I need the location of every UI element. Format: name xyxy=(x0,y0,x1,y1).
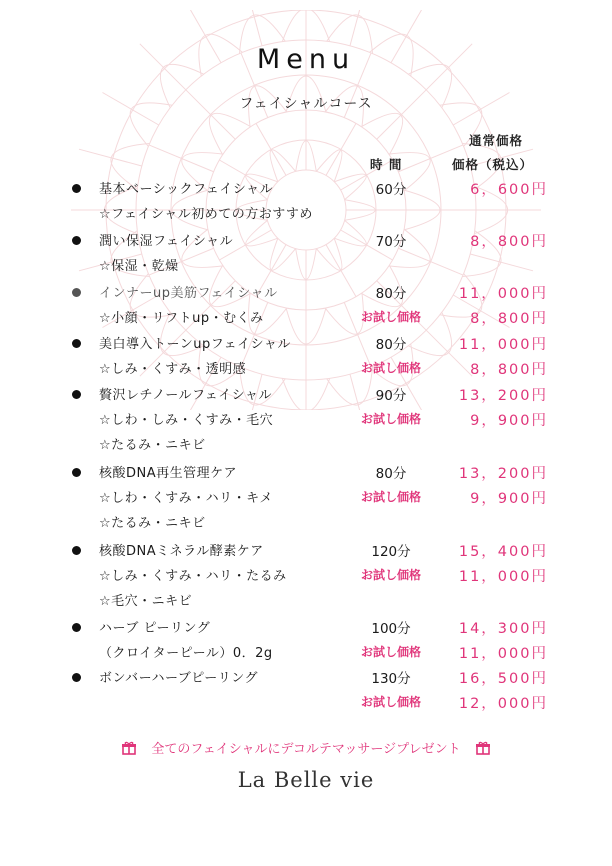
menu-item-detail-row xyxy=(0,434,612,458)
menu-item-description: ☆しわ・しみ・くすみ・毛穴 xyxy=(99,413,274,428)
price-tax-header: 価格（税込） xyxy=(452,157,534,172)
time-header: 時 間 xyxy=(370,157,403,172)
menu-item-detail-row xyxy=(0,692,612,716)
menu-item-name: 基本ベーシックフェイシャル xyxy=(99,182,274,197)
regular-price-header: 通常価格 xyxy=(469,133,524,148)
menu-item-duration: 90分 xyxy=(375,388,407,404)
menu-item xyxy=(0,178,612,202)
menu-item-detail-row xyxy=(0,307,612,331)
footer-note-text: 全てのフェイシャルにデコルテマッサージプレゼント xyxy=(151,742,461,757)
menu-item-price: 13，200円 xyxy=(458,388,548,404)
trial-price-label: お試し価格 xyxy=(360,490,421,504)
menu-item-duration: 80分 xyxy=(375,286,407,302)
menu-item-price: 13，200円 xyxy=(458,466,548,482)
bullet-dot-icon xyxy=(72,468,81,477)
menu-item xyxy=(0,667,612,691)
footer-note xyxy=(0,738,612,757)
menu-item-detail-row xyxy=(0,203,612,227)
menu-item-detail-row xyxy=(0,590,612,614)
bullet-dot-icon xyxy=(72,623,81,632)
trial-price: 11，000円 xyxy=(458,569,548,585)
menu-item-name: 美白導入トーンupフェイシャル xyxy=(99,337,291,352)
trial-price-label: お試し価格 xyxy=(360,412,421,426)
menu-item-price: 11，000円 xyxy=(458,286,548,302)
menu-item-detail-row xyxy=(0,642,612,666)
menu-item-duration: 70分 xyxy=(375,234,407,250)
course-subtitle: フェイシャルコース xyxy=(239,96,373,112)
menu-item-duration: 60分 xyxy=(375,182,407,198)
menu-item-price: 16，500円 xyxy=(458,671,548,687)
menu-item-detail-row xyxy=(0,255,612,279)
menu-item-name: ボンバーハーブピーリング xyxy=(99,671,259,686)
menu-item-detail-row xyxy=(0,409,612,433)
bullet-dot-icon xyxy=(72,546,81,555)
trial-price: 11，000円 xyxy=(458,646,548,662)
trial-price: 8，800円 xyxy=(470,311,548,327)
menu-item-description: ☆小顔・リフトup・むくみ xyxy=(99,311,264,326)
bullet-dot-icon xyxy=(72,673,81,682)
trial-price-label: お試し価格 xyxy=(360,310,421,324)
menu-item-description: ☆フェイシャル初めての方おすすめ xyxy=(99,207,313,222)
brand-logo-text: La Belle vie xyxy=(237,768,375,792)
trial-price-label: お試し価格 xyxy=(360,645,421,659)
menu-item-description: ☆保湿・乾燥 xyxy=(99,259,179,274)
gift-icon xyxy=(121,741,137,755)
menu-item-price: 11，000円 xyxy=(458,337,548,353)
menu-item xyxy=(0,540,612,564)
menu-item-detail-row xyxy=(0,487,612,511)
menu-item-price: 14，300円 xyxy=(458,621,548,637)
menu-item-duration: 130分 xyxy=(371,671,411,687)
menu-item-description: ☆しみ・くすみ・透明感 xyxy=(99,362,247,377)
trial-price-label: お試し価格 xyxy=(360,568,421,582)
menu-item-description: （クロイターピール）0．2g xyxy=(99,646,273,661)
trial-price-label: お試し価格 xyxy=(360,361,421,375)
trial-price: 9，900円 xyxy=(470,413,548,429)
menu-item-name: 核酸DNAミネラル酵素ケア xyxy=(99,544,264,559)
menu-item xyxy=(0,282,612,306)
menu-item-description: ☆たるみ・ニキビ xyxy=(99,516,206,531)
page-title: Menu xyxy=(256,44,356,75)
trial-price: 12，000円 xyxy=(458,696,548,712)
menu-item-price: 8，800円 xyxy=(470,234,548,250)
menu-item-duration: 120分 xyxy=(371,544,411,560)
gift-icon xyxy=(475,741,491,755)
menu-item-name: 潤い保湿フェイシャル xyxy=(99,234,234,249)
menu-item-detail-row xyxy=(0,512,612,536)
menu-item-duration: 80分 xyxy=(375,466,407,482)
menu-item xyxy=(0,230,612,254)
menu-item-duration: 100分 xyxy=(371,621,411,637)
menu-item xyxy=(0,462,612,486)
menu-item-description: ☆しわ・くすみ・ハリ・キメ xyxy=(99,491,273,506)
menu-item-duration: 80分 xyxy=(375,337,407,353)
menu-item-detail-row xyxy=(0,358,612,382)
trial-price-label: お試し価格 xyxy=(360,695,421,709)
menu-item xyxy=(0,333,612,357)
menu-item-price: 15，400円 xyxy=(458,544,548,560)
bullet-dot-icon xyxy=(72,236,81,245)
menu-item-description: ☆たるみ・ニキビ xyxy=(99,438,206,453)
menu-item-description: ☆しみ・くすみ・ハリ・たるみ xyxy=(99,569,287,584)
menu-item-name: 核酸DNA再生管理ケア xyxy=(99,466,238,481)
trial-price: 8，800円 xyxy=(470,362,548,378)
bullet-dot-icon xyxy=(72,339,81,348)
menu-item xyxy=(0,617,612,641)
menu-item-price: 6，600円 xyxy=(470,182,548,198)
menu-item xyxy=(0,384,612,408)
menu-item-name: 贅沢レチノールフェイシャル xyxy=(99,388,273,403)
menu-item-name: インナーup美筋フェイシャル xyxy=(99,286,278,301)
bullet-dot-icon xyxy=(72,184,81,193)
bullet-dot-icon xyxy=(72,288,81,297)
trial-price: 9，900円 xyxy=(470,491,548,507)
bullet-dot-icon xyxy=(72,390,81,399)
menu-item-description: ☆毛穴・ニキビ xyxy=(99,594,193,609)
menu-item-detail-row xyxy=(0,565,612,589)
menu-item-name: ハーブ ピーリング xyxy=(99,621,211,636)
